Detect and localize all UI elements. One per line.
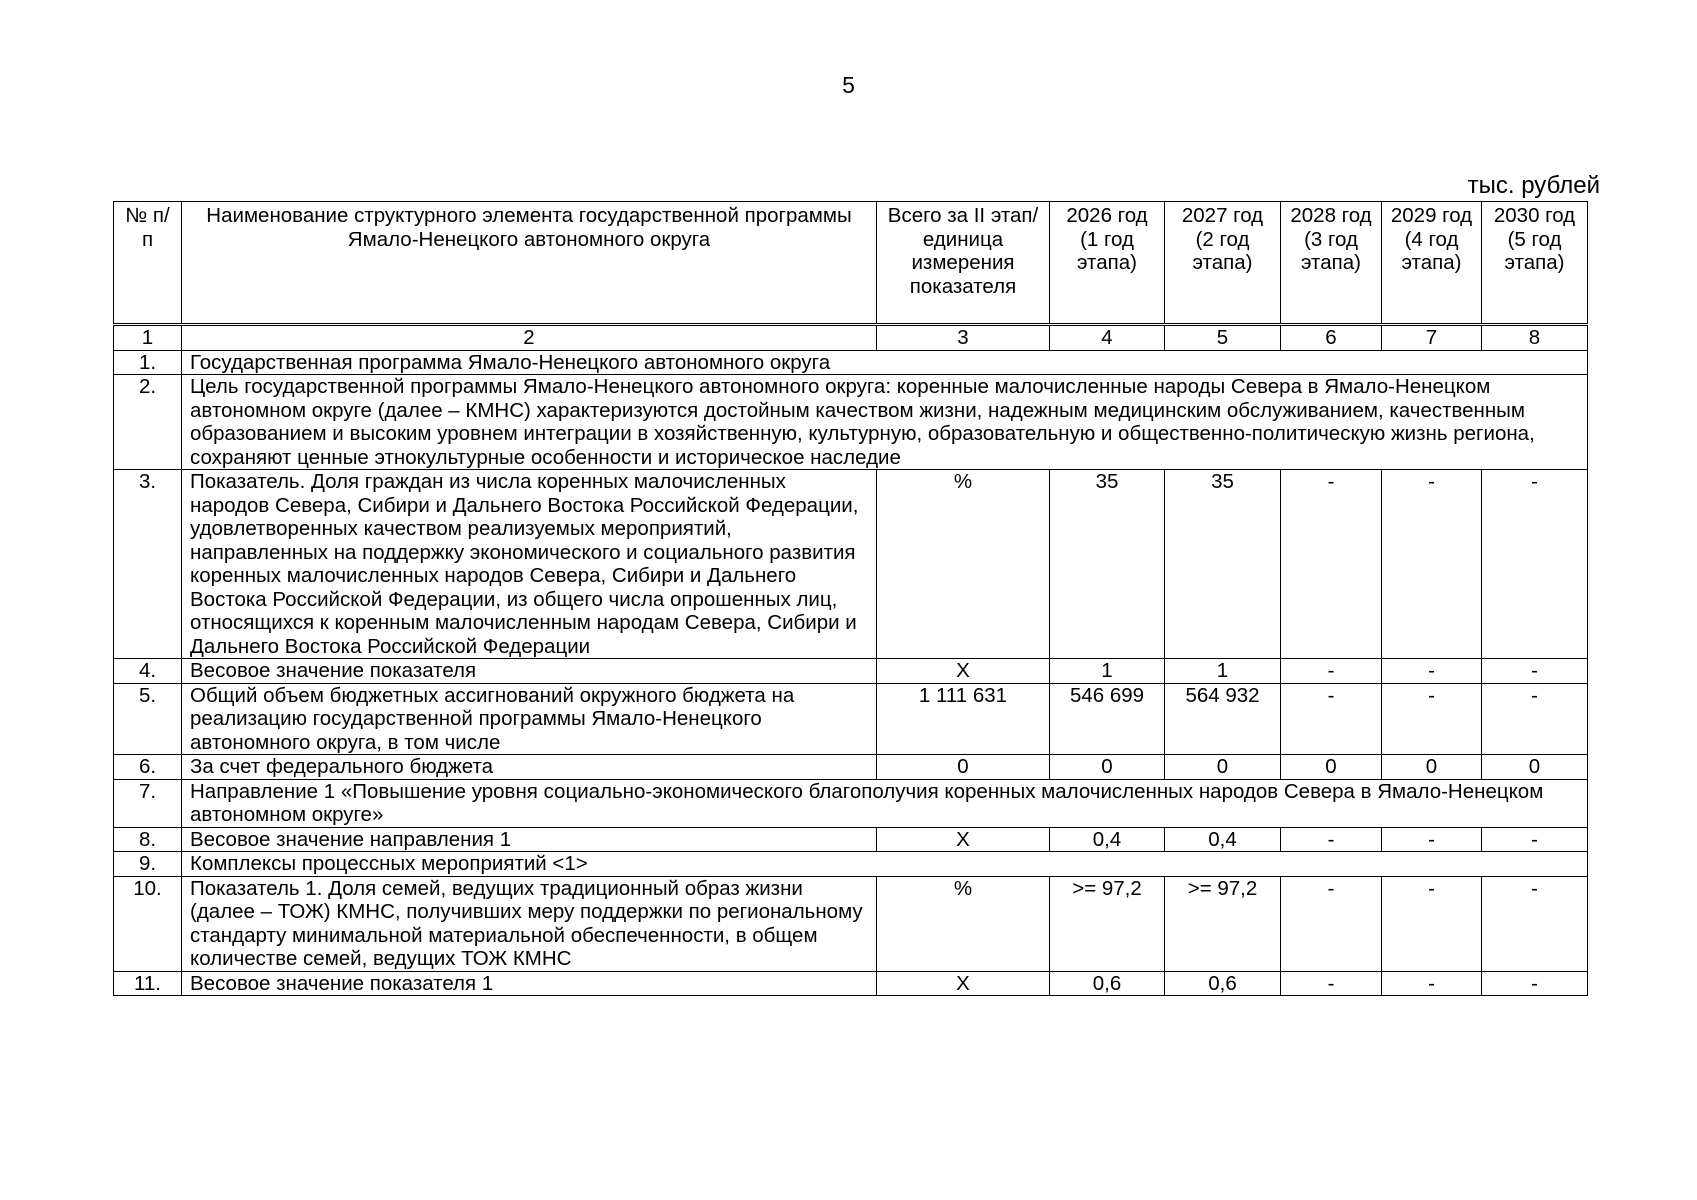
row-value: 0: [877, 755, 1050, 780]
row-value: -: [1281, 876, 1382, 971]
row-name: Показатель. Доля граждан из числа коренных малочисленных народов Севера, Сибири и Дальнего Востока Российской Федерации, удовлетворенных качеством реализуемых мероприятий, направленных на поддержку экономического и социального развития коренных малочисленных народов Севера, Сибири и Дальнего Востока Российской Федерации, из общего числа опрошенных лиц, относящихся к коренным малочисленным народам Севера, Сибири и Дальнего Востока Российской Федерации: [182, 470, 877, 659]
table-row: [114, 852, 1588, 877]
row-number: 3.: [114, 470, 182, 659]
column-number: 5: [1165, 325, 1281, 351]
row-value: -: [1382, 971, 1482, 996]
page-number: 5: [842, 72, 855, 98]
row-value: 35: [1050, 470, 1165, 659]
row-value: -: [1382, 827, 1482, 852]
row-section-text: Комплексы процессных мероприятий <1>: [182, 852, 1588, 877]
row-value: -: [1482, 659, 1588, 684]
header-cell-2028: 2028 год (3 год этапа): [1281, 202, 1382, 325]
units-label: тыс. рублей: [1467, 172, 1600, 199]
row-value: 0: [1382, 755, 1482, 780]
row-value: 0,4: [1050, 827, 1165, 852]
row-number: 4.: [114, 659, 182, 684]
row-value: Х: [877, 971, 1050, 996]
column-number: 2: [182, 325, 877, 351]
header-cell-2027: 2027 год (2 год этапа): [1165, 202, 1281, 325]
row-value: -: [1281, 971, 1382, 996]
row-number: 5.: [114, 683, 182, 755]
row-value: -: [1382, 470, 1482, 659]
column-numbering-row: [114, 325, 1588, 351]
table-row: [114, 876, 1588, 971]
table-header-row: [114, 202, 1588, 325]
row-name: Общий объем бюджетных ассигнований окружного бюджета на реализацию государственной программы Ямало-Ненецкого автономного округа, в том числе: [182, 683, 877, 755]
row-value: -: [1281, 470, 1382, 659]
row-value: 1 111 631: [877, 683, 1050, 755]
row-value: -: [1382, 683, 1482, 755]
row-value: 546 699: [1050, 683, 1165, 755]
header-cell-num: № п/п: [114, 202, 182, 325]
row-number: 8.: [114, 827, 182, 852]
table-row: [114, 350, 1588, 375]
row-value: -: [1281, 827, 1382, 852]
row-value: Х: [877, 659, 1050, 684]
row-value: 0: [1050, 755, 1165, 780]
row-name: Весовое значение показателя 1: [182, 971, 877, 996]
row-number: 6.: [114, 755, 182, 780]
row-value: 0: [1165, 755, 1281, 780]
row-number: 10.: [114, 876, 182, 971]
row-name: За счет федерального бюджета: [182, 755, 877, 780]
row-value: -: [1482, 683, 1588, 755]
column-number: 6: [1281, 325, 1382, 351]
table-row: [114, 755, 1588, 780]
header-cell-2030: 2030 год (5 год этапа): [1482, 202, 1588, 325]
row-value: >= 97,2: [1165, 876, 1281, 971]
row-value: %: [877, 876, 1050, 971]
row-number: 9.: [114, 852, 182, 877]
table-row: [114, 971, 1588, 996]
column-number: 1: [114, 325, 182, 351]
table-row: [114, 659, 1588, 684]
row-value: -: [1281, 659, 1382, 684]
row-section-text: Государственная программа Ямало-Ненецкого автономного округа: [182, 350, 1588, 375]
row-value: 0,4: [1165, 827, 1281, 852]
row-value: -: [1382, 659, 1482, 684]
row-number: 1.: [114, 350, 182, 375]
header-cell-2026: 2026 год (1 год этапа): [1050, 202, 1165, 325]
row-number: 11.: [114, 971, 182, 996]
row-number: 7.: [114, 779, 182, 827]
table-row: [114, 375, 1588, 470]
row-value: -: [1482, 470, 1588, 659]
row-value: 0: [1281, 755, 1382, 780]
row-value: 0: [1482, 755, 1588, 780]
row-value: -: [1482, 876, 1588, 971]
header-cell-2029: 2029 год (4 год этапа): [1382, 202, 1482, 325]
column-number: 3: [877, 325, 1050, 351]
row-value: 1: [1050, 659, 1165, 684]
row-value: -: [1482, 971, 1588, 996]
table-row: [114, 779, 1588, 827]
table-row: [114, 683, 1588, 755]
row-value: -: [1382, 876, 1482, 971]
table-row: [114, 470, 1588, 659]
row-value: 1: [1165, 659, 1281, 684]
row-name: Весовое значение направления 1: [182, 827, 877, 852]
row-value: 35: [1165, 470, 1281, 659]
header-cell-total: Всего за II этап/ единица измерения показателя: [877, 202, 1050, 325]
row-value: -: [1482, 827, 1588, 852]
row-value: >= 97,2: [1050, 876, 1165, 971]
header-cell-name: Наименование структурного элемента государственной программы Ямало-Ненецкого автономного округа: [182, 202, 877, 325]
row-value: 0,6: [1165, 971, 1281, 996]
row-value: -: [1281, 683, 1382, 755]
row-number: 2.: [114, 375, 182, 470]
column-number: 4: [1050, 325, 1165, 351]
row-name: Показатель 1. Доля семей, ведущих традиционный образ жизни (далее – ТОЖ) КМНС, получивших меру поддержки по региональному стандарту минимальной материальной обеспеченности, в общем количестве семей, ведущих ТОЖ КМНС: [182, 876, 877, 971]
row-value: 0,6: [1050, 971, 1165, 996]
table-row: [114, 827, 1588, 852]
row-value: %: [877, 470, 1050, 659]
column-number: 8: [1482, 325, 1588, 351]
program-table: [113, 201, 1588, 996]
row-name: Весовое значение показателя: [182, 659, 877, 684]
column-number: 7: [1382, 325, 1482, 351]
row-value: Х: [877, 827, 1050, 852]
row-section-text: Направление 1 «Повышение уровня социально-экономического благополучия коренных малочисленных народов Севера в Ямало-Ненецком автономном округе»: [182, 779, 1588, 827]
row-value: 564 932: [1165, 683, 1281, 755]
row-section-text: Цель государственной программы Ямало-Ненецкого автономного округа: коренные малочисленные народы Севера в Ямало-Ненецком автономном округе (далее – КМНС) характеризуются достойным качеством жизни, надежным медицинским обслуживанием, качественным образованием и высоким уровнем интеграции в хозяйственную, культурную, образовательную и общественно-политическую жизнь региона, сохраняют ценные этнокультурные особенности и историческое наследие: [182, 375, 1588, 470]
